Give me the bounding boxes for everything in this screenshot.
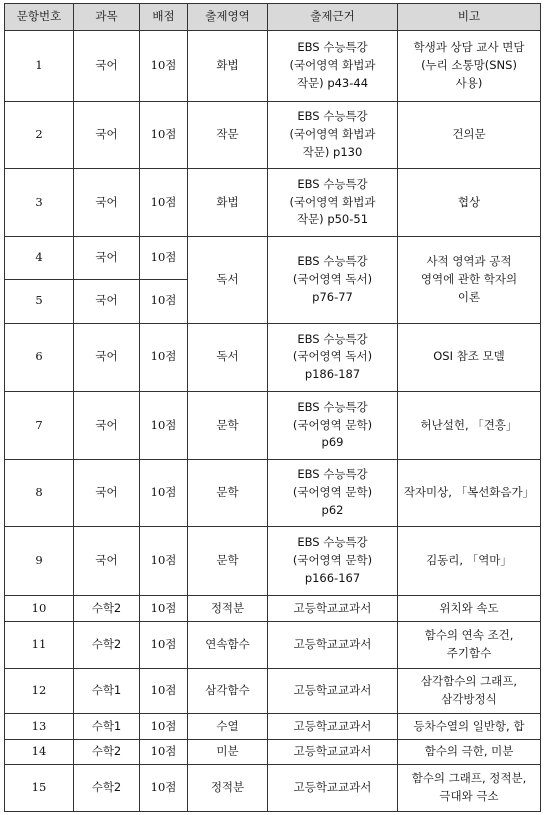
header-area: 출제영역 [188, 4, 268, 31]
cell-note: 사적 영역과 공적 영역에 관한 학자의 이론 [398, 236, 541, 323]
cell-area: 화법 [188, 169, 268, 237]
cell-area: 수열 [188, 714, 268, 740]
table-row [5, 459, 541, 527]
table-row [5, 740, 541, 765]
cell-basis: 고등학교교과서 [268, 595, 398, 621]
cell-note: 김동리, 「역마」 [398, 527, 541, 596]
cell-subject: 국어 [74, 280, 140, 323]
cell-no: 11 [5, 622, 74, 668]
table-head [5, 4, 541, 31]
cell-points: 10점 [140, 392, 188, 460]
cell-area: 화법 [188, 31, 268, 102]
cell-no: 9 [5, 527, 74, 596]
cell-points: 10점 [140, 740, 188, 765]
cell-area: 독서 [188, 323, 268, 392]
table-row [5, 101, 541, 169]
cell-note: OSI 참조 모델 [398, 323, 541, 392]
cell-subject: 국어 [74, 101, 140, 169]
cell-no: 6 [5, 323, 74, 392]
cell-basis: EBS 수능특강 (국어영역 독서) p186-187 [268, 323, 398, 392]
cell-note: 허난설헌, 「견흥」 [398, 392, 541, 460]
cell-subject: 수학2 [74, 765, 140, 812]
cell-no: 3 [5, 169, 74, 237]
cell-points: 10점 [140, 668, 188, 713]
cell-note: 함수의 연속 조건, 주기함수 [398, 622, 541, 668]
cell-subject: 국어 [74, 169, 140, 237]
header-points: 배점 [140, 4, 188, 31]
cell-area: 연속함수 [188, 622, 268, 668]
table-row [5, 595, 541, 621]
cell-points: 10점 [140, 323, 188, 392]
table-row [5, 236, 541, 279]
cell-no: 4 [5, 236, 74, 279]
cell-note: 함수의 극한, 미분 [398, 740, 541, 765]
header-subject: 과목 [74, 4, 140, 31]
table-row [5, 31, 541, 102]
cell-no: 12 [5, 668, 74, 713]
cell-note: 협상 [398, 169, 541, 237]
table-row [5, 622, 541, 668]
cell-subject: 국어 [74, 323, 140, 392]
cell-points: 10점 [140, 459, 188, 527]
cell-no: 7 [5, 392, 74, 460]
cell-basis: EBS 수능특강 (국어영역 독서) p76-77 [268, 236, 398, 323]
cell-area: 삼각함수 [188, 668, 268, 713]
cell-points: 10점 [140, 527, 188, 596]
cell-area: 작문 [188, 101, 268, 169]
header-note: 비고 [398, 4, 541, 31]
cell-points: 10점 [140, 280, 188, 323]
cell-basis: EBS 수능특강 (국어영역 문학) p166-167 [268, 527, 398, 596]
cell-basis: EBS 수능특강 (국어영역 화법과 작문) p130 [268, 101, 398, 169]
cell-points: 10점 [140, 101, 188, 169]
table-row [5, 392, 541, 460]
cell-no: 8 [5, 459, 74, 527]
cell-subject: 수학2 [74, 622, 140, 668]
cell-no: 15 [5, 765, 74, 812]
cell-basis: EBS 수능특강 (국어영역 문학) p62 [268, 459, 398, 527]
cell-basis: EBS 수능특강 (국어영역 문학) p69 [268, 392, 398, 460]
cell-area: 문학 [188, 392, 268, 460]
cell-area: 정적분 [188, 595, 268, 621]
cell-no: 2 [5, 101, 74, 169]
cell-area: 문학 [188, 459, 268, 527]
cell-subject: 수학1 [74, 714, 140, 740]
cell-area: 정적분 [188, 765, 268, 812]
cell-no: 5 [5, 280, 74, 323]
cell-area: 미분 [188, 740, 268, 765]
table-row [5, 169, 541, 237]
cell-subject: 수학1 [74, 668, 140, 713]
cell-points: 10점 [140, 595, 188, 621]
cell-no: 14 [5, 740, 74, 765]
cell-note: 삼각함수의 그래프, 삼각방정식 [398, 668, 541, 713]
cell-points: 10점 [140, 765, 188, 812]
cell-note: 위치와 속도 [398, 595, 541, 621]
cell-subject: 국어 [74, 459, 140, 527]
cell-basis: EBS 수능특강 (국어영역 화법과 작문) p50-51 [268, 169, 398, 237]
cell-points: 10점 [140, 236, 188, 279]
cell-note: 학생과 상담 교사 면담 (누리 소통망(SNS) 사용) [398, 31, 541, 102]
exam-table [4, 3, 541, 812]
header-row [5, 4, 541, 31]
cell-note: 작자미상, 「복선화음가」 [398, 459, 541, 527]
cell-basis: 고등학교교과서 [268, 740, 398, 765]
cell-basis: 고등학교교과서 [268, 765, 398, 812]
cell-no: 1 [5, 31, 74, 102]
header-no: 문항번호 [5, 4, 74, 31]
table-row [5, 527, 541, 596]
cell-note: 건의문 [398, 101, 541, 169]
cell-subject: 국어 [74, 31, 140, 102]
cell-subject: 수학2 [74, 595, 140, 621]
cell-area: 독서 [188, 236, 268, 323]
cell-points: 10점 [140, 31, 188, 102]
cell-points: 10점 [140, 169, 188, 237]
cell-basis: 고등학교교과서 [268, 714, 398, 740]
header-basis: 출제근거 [268, 4, 398, 31]
cell-note: 등차수열의 일반항, 합 [398, 714, 541, 740]
table-body [5, 31, 541, 812]
table-row [5, 714, 541, 740]
cell-subject: 수학2 [74, 740, 140, 765]
cell-no: 13 [5, 714, 74, 740]
cell-subject: 국어 [74, 236, 140, 279]
table-row [5, 765, 541, 812]
cell-subject: 국어 [74, 392, 140, 460]
table-row [5, 668, 541, 713]
cell-points: 10점 [140, 622, 188, 668]
cell-basis: 고등학교교과서 [268, 668, 398, 713]
cell-area: 문학 [188, 527, 268, 596]
cell-basis: 고등학교교과서 [268, 622, 398, 668]
cell-basis: EBS 수능특강 (국어영역 화법과 작문) p43-44 [268, 31, 398, 102]
table-row [5, 323, 541, 392]
cell-points: 10점 [140, 714, 188, 740]
cell-note: 함수의 그래프, 정적분, 극대와 극소 [398, 765, 541, 812]
cell-no: 10 [5, 595, 74, 621]
cell-subject: 국어 [74, 527, 140, 596]
